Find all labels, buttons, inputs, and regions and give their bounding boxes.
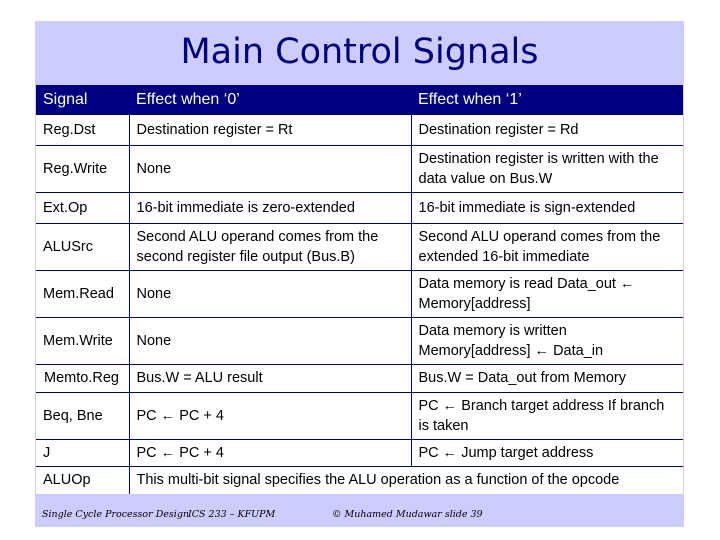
effect1-cell: Destination register is written with the data value on Bus.W (411, 145, 683, 192)
effect1-cell: 16-bit immediate is sign-extended (411, 192, 683, 223)
footer-course: ICS 233 – KFUPM (188, 509, 276, 520)
control-signals-table-container (36, 85, 683, 494)
effect0-cell: 16-bit immediate is zero-extended (129, 192, 411, 223)
effect1-cell: Data memory is read Data_out ← Memory[address] (411, 270, 683, 317)
footer-course-topic: Single Cycle Processor Design (42, 509, 190, 520)
signal-cell: Mem.Read (43, 285, 114, 302)
effect1-cell: Second ALU operand comes from the extended 16-bit immediate (411, 223, 683, 270)
header-effect-1: Effect when ‘1’ (418, 91, 522, 108)
effect0-cell: PC ← PC + 4 (129, 439, 411, 466)
effect0-cell: Second ALU operand comes from the second register file output (Bus.B) (129, 223, 411, 270)
table-row (36, 192, 683, 223)
effect0-cell: Bus.W = ALU result (129, 364, 411, 392)
header-effect-0: Effect when ‘0’ (136, 91, 240, 108)
signal-cell: Beq, Bne (43, 407, 103, 424)
header-signal: Signal (43, 91, 88, 108)
table-row (36, 223, 683, 270)
table-row (36, 270, 683, 317)
signal-cell: Memto.Reg (44, 370, 119, 386)
signal-cell: Reg.Dst (43, 121, 96, 138)
control-signals-table (36, 85, 683, 494)
effect0-cell: None (129, 145, 411, 192)
slide-footer (42, 509, 682, 525)
effect0-cell: None (129, 270, 411, 317)
signal-cell: Reg.Write (43, 160, 108, 177)
table-row (36, 439, 683, 466)
effect0-cell: None (129, 317, 411, 364)
table-row-aluop (36, 466, 683, 494)
slide-title: Main Control Signals (180, 32, 539, 72)
effect1-cell: Bus.W = Data_out from Memory (411, 364, 683, 392)
table-header-row (36, 85, 683, 115)
table-row (36, 145, 683, 192)
effect1-cell: Data memory is written Memory[address] ← Data_in (411, 317, 683, 364)
effect0-cell: PC ← PC + 4 (129, 392, 411, 439)
signal-cell: ALUSrc (43, 238, 93, 255)
footer-author: © Muhamed Mudawar slide 39 (332, 509, 483, 520)
effect1-cell: PC ← Branch target address If branch is taken (411, 392, 683, 439)
table-row (36, 317, 683, 364)
signal-cell: Ext.Op (43, 199, 88, 216)
table-row (36, 364, 683, 392)
table-row (36, 392, 683, 439)
effect0-cell: Destination register = Rt (129, 115, 411, 145)
table-row (36, 115, 683, 145)
effect1-cell: Destination register = Rd (411, 115, 683, 145)
signal-cell: J (43, 444, 51, 461)
signal-cell: Mem.Write (43, 332, 113, 349)
aluop-effect-cell: This multi-bit signal specifies the ALU operation as a function of the opcode (129, 466, 683, 494)
effect1-cell: PC ← Jump target address (411, 439, 683, 466)
signal-cell: ALUOp (43, 472, 91, 489)
